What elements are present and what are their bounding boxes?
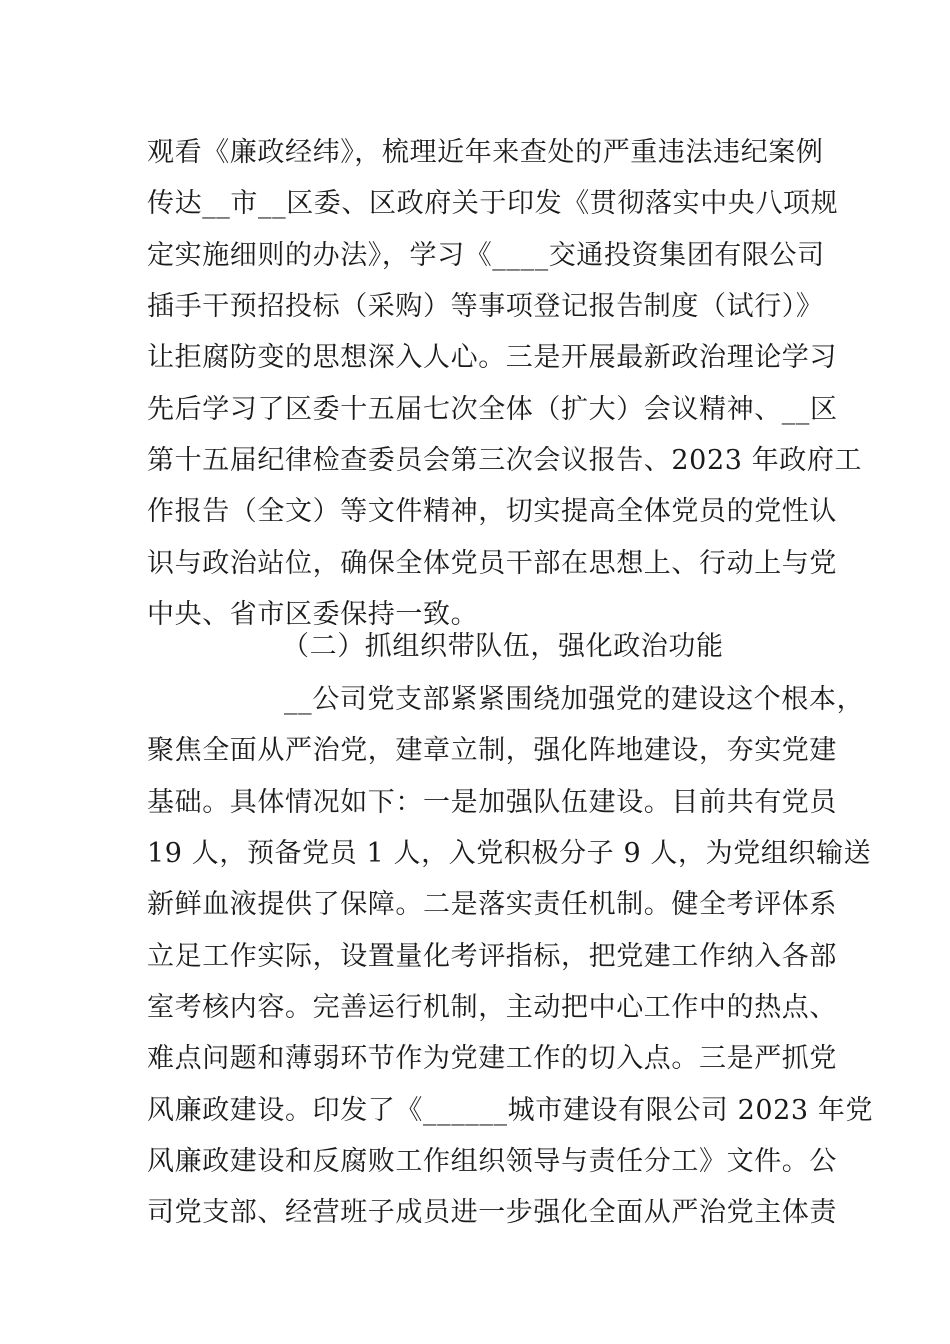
paragraph-line: 室考核内容。完善运行机制，主动把中心工作中的热点、: [147, 992, 837, 1023]
text-line: 中央、省市区委保持一致。: [147, 599, 479, 630]
paragraph-line: __公司党支部紧紧围绕加强党的建设这个根本，: [284, 684, 865, 715]
text-line: 传达__市__区委、区政府关于印发《贯彻落实中央八项规: [147, 188, 839, 219]
paragraph-line: 难点问题和薄弱环节作为党建工作的切入点。三是严抓党: [147, 1043, 837, 1074]
paragraph-line: 司党支部、经营班子成员进一步强化全面从严治党主体责: [147, 1197, 837, 1228]
text-line: 插手干预招投标（采购）等事项登记报告制度（试行）》: [147, 291, 824, 322]
paragraph-line: 聚焦全面从严治党，建章立制，强化阵地建设，夯实党建: [147, 735, 837, 766]
text-line: 定实施细则的办法》，学习《____交通投资集团有限公司: [147, 240, 825, 271]
text-line: 第十五届纪律检查委员会第三次会议报告、2023 年政府工: [147, 445, 863, 476]
paragraph-line: 立足工作实际，设置量化考评指标，把党建工作纳入各部: [147, 941, 837, 972]
paragraph-line: 风廉政建设和反腐败工作组织领导与责任分工》文件。公: [147, 1146, 837, 1177]
section-heading: （二）抓组织带队伍，强化政治功能: [282, 631, 724, 662]
paragraph-line: 19 人，预备党员 1 人，入党积极分子 9 人，为党组织输送: [147, 838, 872, 869]
paragraph-line: 新鲜血液提供了保障。二是落实责任机制。健全考评体系: [147, 889, 837, 920]
paragraph-line: 风廉政建设。印发了《______城市建设有限公司 2023 年党: [147, 1095, 874, 1126]
text-line: 让拒腐防变的思想深入人心。三是开展最新政治理论学习: [147, 342, 837, 373]
text-line: 观看《廉政经纬》，梳理近年来查处的严重违法违纪案例: [147, 137, 824, 168]
text-line: 识与政治站位，确保全体党员干部在思想上、行动上与党: [147, 548, 837, 579]
text-line: 先后学习了区委十五届七次全体（扩大）会议精神、__区: [147, 394, 838, 425]
text-line: 作报告（全文）等文件精神，切实提高全体党员的党性认: [147, 496, 837, 527]
paragraph-line: 基础。具体情况如下：一是加强队伍建设。目前共有党员: [147, 787, 837, 818]
